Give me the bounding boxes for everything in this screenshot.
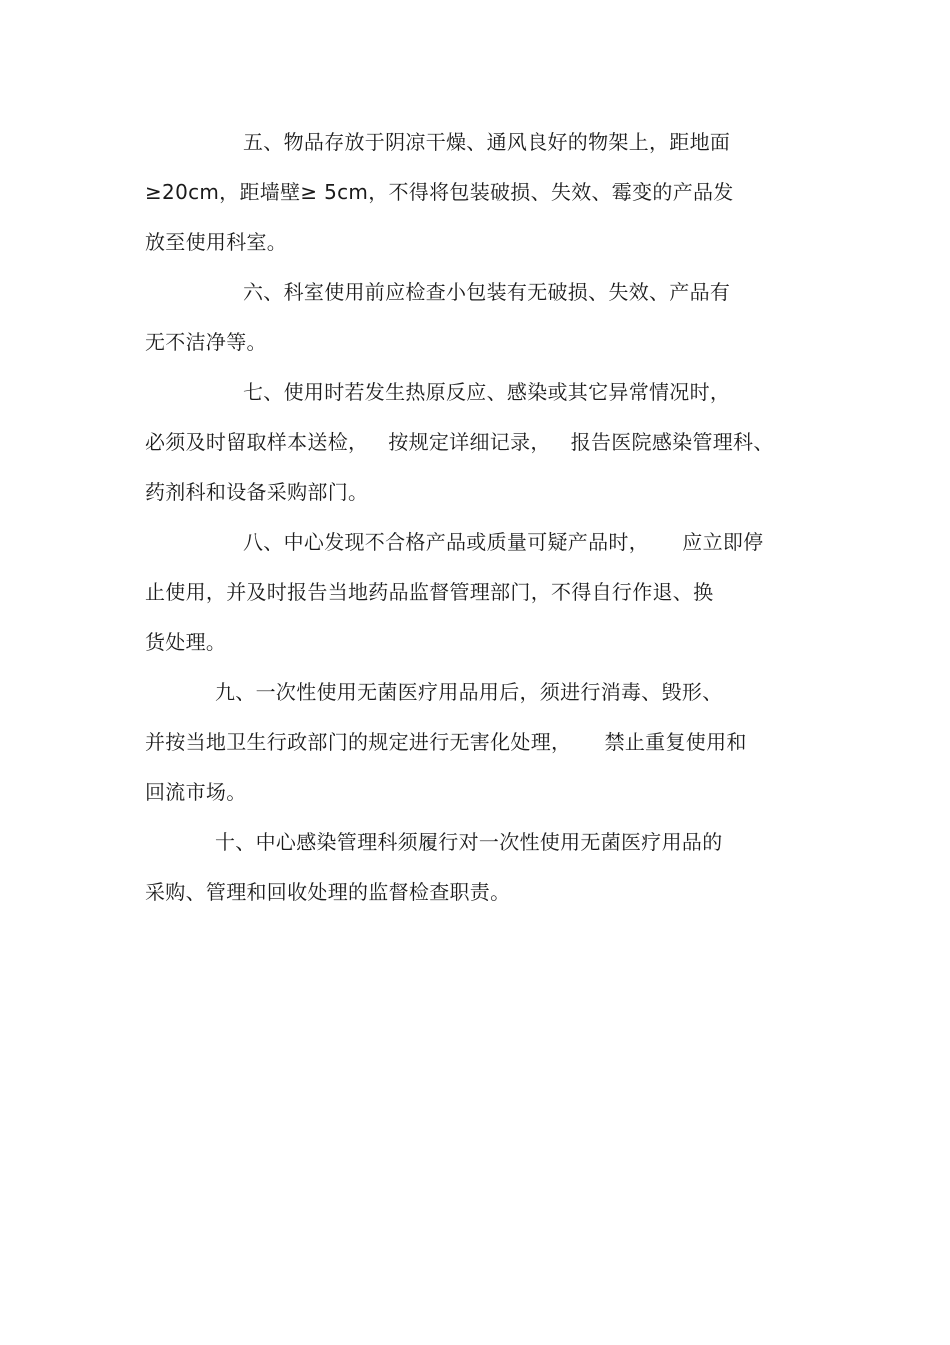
paragraph-9-line-3: 回流市场。: [145, 780, 247, 804]
paragraph-10-line-1: 十、中心感染管理科须履行对一次性使用无菌医疗用品的: [215, 830, 723, 854]
paragraph-7-line-1: 七、使用时若发生热原反应、感染或其它异常情况时，: [243, 380, 731, 404]
paragraph-7-line-3: 药剂科和设备采购部门。: [145, 480, 369, 504]
paragraph-6-line-2: 无不洁净等。: [145, 330, 267, 354]
paragraph-6-line-1: 六、科室使用前应检查小包装有无破损、失效、产品有: [243, 280, 731, 304]
paragraph-9-line-2: 并按当地卫生行政部门的规定进行无害化处理， 禁止重复使用和: [145, 730, 747, 754]
paragraph-5-line-3: 放至使用科室。: [145, 230, 288, 254]
paragraph-8-line-2: 止使用，并及时报告当地药品监督管理部门，不得自行作退、换: [145, 580, 714, 604]
paragraph-8-line-1: 八、中心发现不合格产品或质量可疑产品时， 应立即停: [243, 530, 764, 554]
paragraph-10-line-2: 采购、管理和回收处理的监督检查职责。: [145, 880, 511, 904]
paragraph-5-line-2: ≥20cm，距墙壁≥ 5cm，不得将包装破损、失效、霉变的产品发: [145, 180, 734, 204]
paragraph-7-line-2: 必须及时留取样本送检， 按规定详细记录， 报告医院感染管理科、: [145, 430, 774, 454]
paragraph-5-line-1: 五、物品存放于阴凉干燥、通风良好的物架上，距地面: [243, 130, 731, 154]
paragraph-8-line-3: 货处理。: [145, 630, 227, 654]
paragraph-9-line-1: 九、一次性使用无菌医疗用品用后，须进行消毒、毁形、: [215, 680, 723, 704]
